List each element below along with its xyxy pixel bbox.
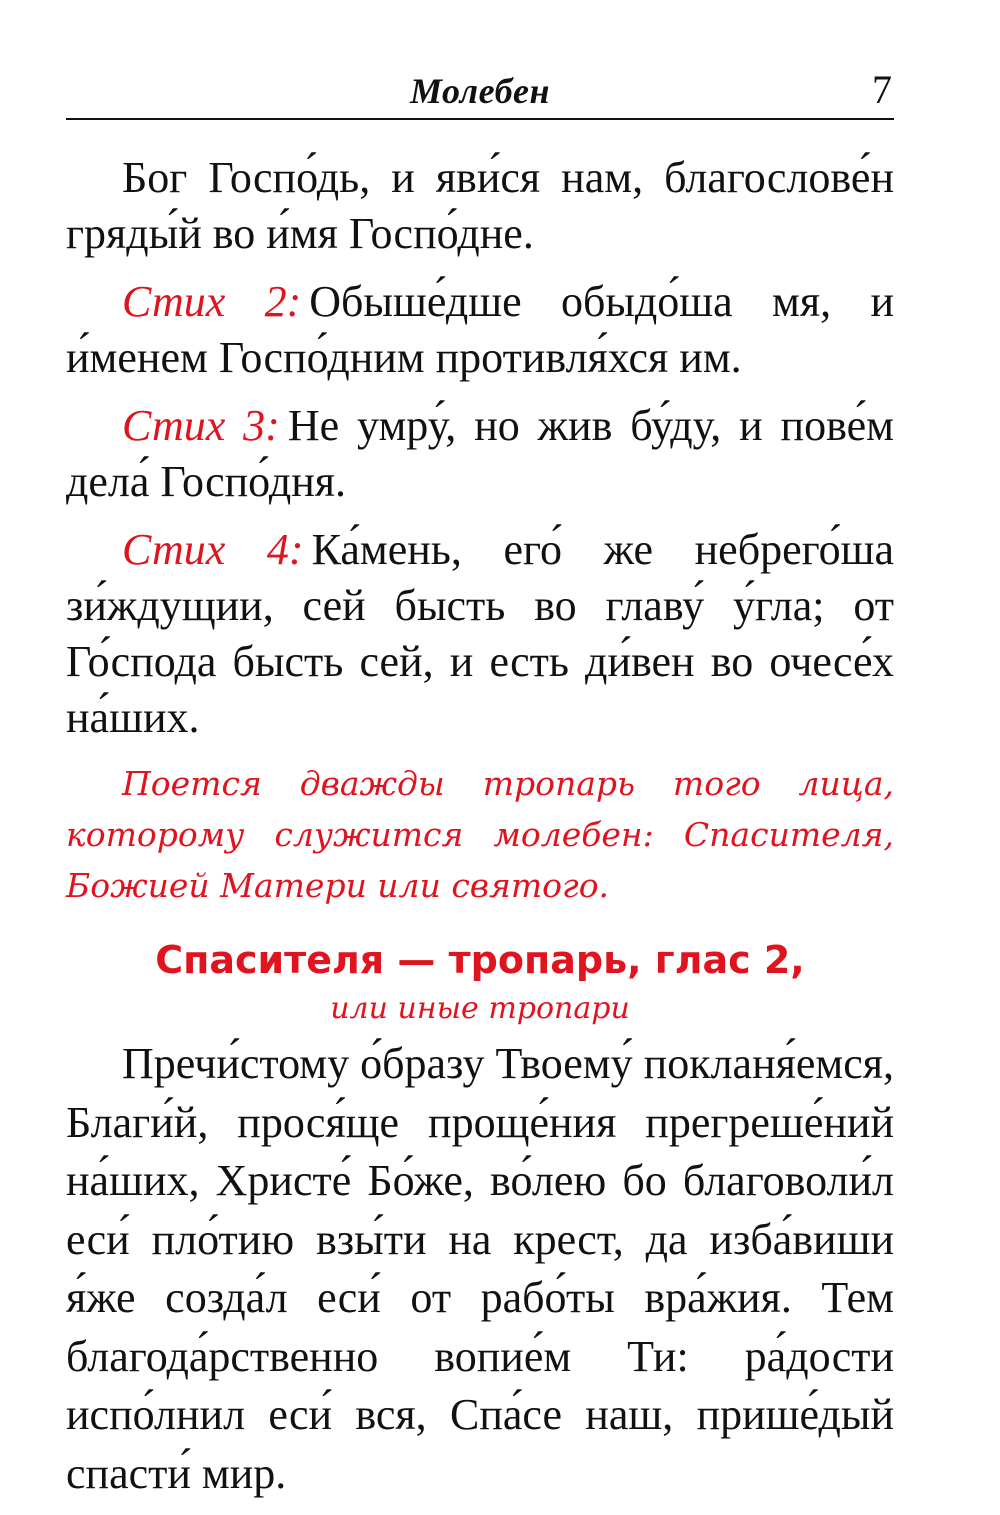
page-number: 7 — [872, 67, 892, 112]
verse-paragraph — [66, 274, 894, 386]
verse-paragraph — [66, 150, 894, 262]
verse-text: Не умру́, но жив бу́ду, и пове́м дела́ Госпо́дня. — [66, 401, 894, 506]
verse-label: Стих 4: — [122, 525, 304, 574]
verse-label: Стих 2: — [122, 277, 302, 326]
verse-paragraph — [66, 522, 894, 746]
troparion-text: Пречи́стому о́бразу Твоему́ покланя́емся, Благи́й, прося́ще проще́ния прегреше́ний на́ших, Христе́ Бо́же, во́лею бо благоволи́л еси́ пло́тию взы́ти на крест, да изба́виши я́же созда́л еси́ от рабо́ты вра́жия. Тем благода́рственно вопие́м Ти: ра́дости испо́лнил еси́ вся, Спа́се наш, прише́дый спасти́ мир. — [66, 1039, 894, 1498]
section-subheading: или иные тропари — [330, 991, 630, 1026]
verse-text: Обыше́дше обыдо́ша мя, и и́менем Госпо́дним противля́хся им. — [66, 277, 894, 382]
book-page — [66, 0, 894, 1498]
page-body — [66, 150, 894, 1515]
section-heading: Спасителя — тропарь, глас 2, — [155, 938, 805, 982]
verse-paragraph — [66, 398, 894, 510]
running-header — [66, 66, 894, 120]
verse-text: Бог Госпо́дь, и яви́ся нам, благослове́н гряды́й во и́мя Госпо́дне. — [66, 153, 894, 258]
verse-label: Стих 3: — [122, 401, 280, 450]
rubric-instruction: Поется дважды тропарь того лица, которому служится молебен: Спасителя, Божией Матери или святого. — [66, 764, 894, 905]
verse-text: Ка́мень, его́ же небрего́ша зи́ждущии, сей бысть во главу́ у́гла; от Го́спода бысть сей, и есть ди́вен во очесе́х на́ших. — [66, 525, 894, 742]
running-title: Молебен — [409, 71, 550, 111]
